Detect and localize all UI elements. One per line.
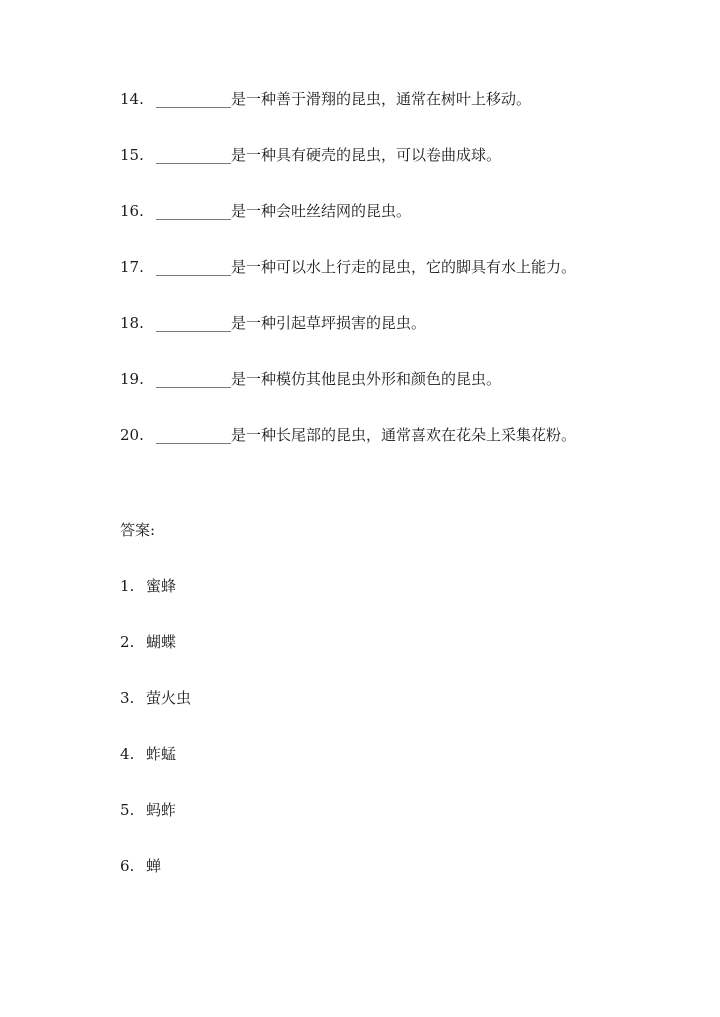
question-text: 是一种可以水上行走的昆虫，它的脚具有水上能力。 [231, 258, 577, 276]
answer-blank: __________ [156, 258, 231, 276]
question-16 [120, 201, 411, 221]
answer-text: 蜜蜂 [146, 577, 177, 595]
answer-text: 蝉 [146, 857, 162, 875]
question-number: 17. [120, 258, 144, 276]
question-17 [120, 257, 576, 277]
answer-number: 3. [120, 689, 135, 707]
question-text: 是一种引起草坪损害的昆虫。 [231, 314, 427, 332]
answer-number: 5. [120, 801, 135, 819]
answer-6 [120, 856, 161, 876]
question-text: 是一种善于滑翔的昆虫，通常在树叶上移动。 [231, 90, 532, 108]
question-number: 15. [120, 146, 144, 164]
question-text: 是一种具有硬壳的昆虫，可以卷曲成球。 [231, 146, 502, 164]
question-number: 18. [120, 314, 144, 332]
question-number: 19. [120, 370, 144, 388]
question-15 [120, 145, 501, 165]
answer-text: 蝴蝶 [146, 633, 177, 651]
answer-4 [120, 744, 176, 764]
question-text: 是一种模仿其他昆虫外形和颜色的昆虫。 [231, 370, 502, 388]
answer-5 [120, 800, 176, 820]
answer-blank: __________ [156, 146, 231, 164]
answer-number: 2. [120, 633, 135, 651]
answer-text: 萤火虫 [146, 689, 192, 707]
answer-blank: __________ [156, 426, 231, 444]
question-14 [120, 89, 531, 109]
answer-number: 4. [120, 745, 135, 763]
answer-blank: __________ [156, 202, 231, 220]
answer-blank: __________ [156, 90, 231, 108]
answer-number: 6. [120, 857, 135, 875]
question-19 [120, 369, 501, 389]
answers-heading: 答案: [120, 521, 156, 539]
question-text: 是一种会吐丝结网的昆虫。 [231, 202, 412, 220]
question-text: 是一种长尾部的昆虫，通常喜欢在花朵上采集花粉。 [231, 426, 577, 444]
question-18 [120, 313, 426, 333]
answer-1 [120, 576, 176, 596]
answer-text: 蚱蜢 [146, 745, 177, 763]
answer-3 [120, 688, 191, 708]
answer-text: 蚂蚱 [146, 801, 177, 819]
question-number: 14. [120, 90, 144, 108]
answer-blank: __________ [156, 370, 231, 388]
answer-2 [120, 632, 176, 652]
answer-blank: __________ [156, 314, 231, 332]
question-number: 16. [120, 202, 144, 220]
question-number: 20. [120, 426, 144, 444]
question-20 [120, 425, 576, 445]
answer-number: 1. [120, 577, 135, 595]
